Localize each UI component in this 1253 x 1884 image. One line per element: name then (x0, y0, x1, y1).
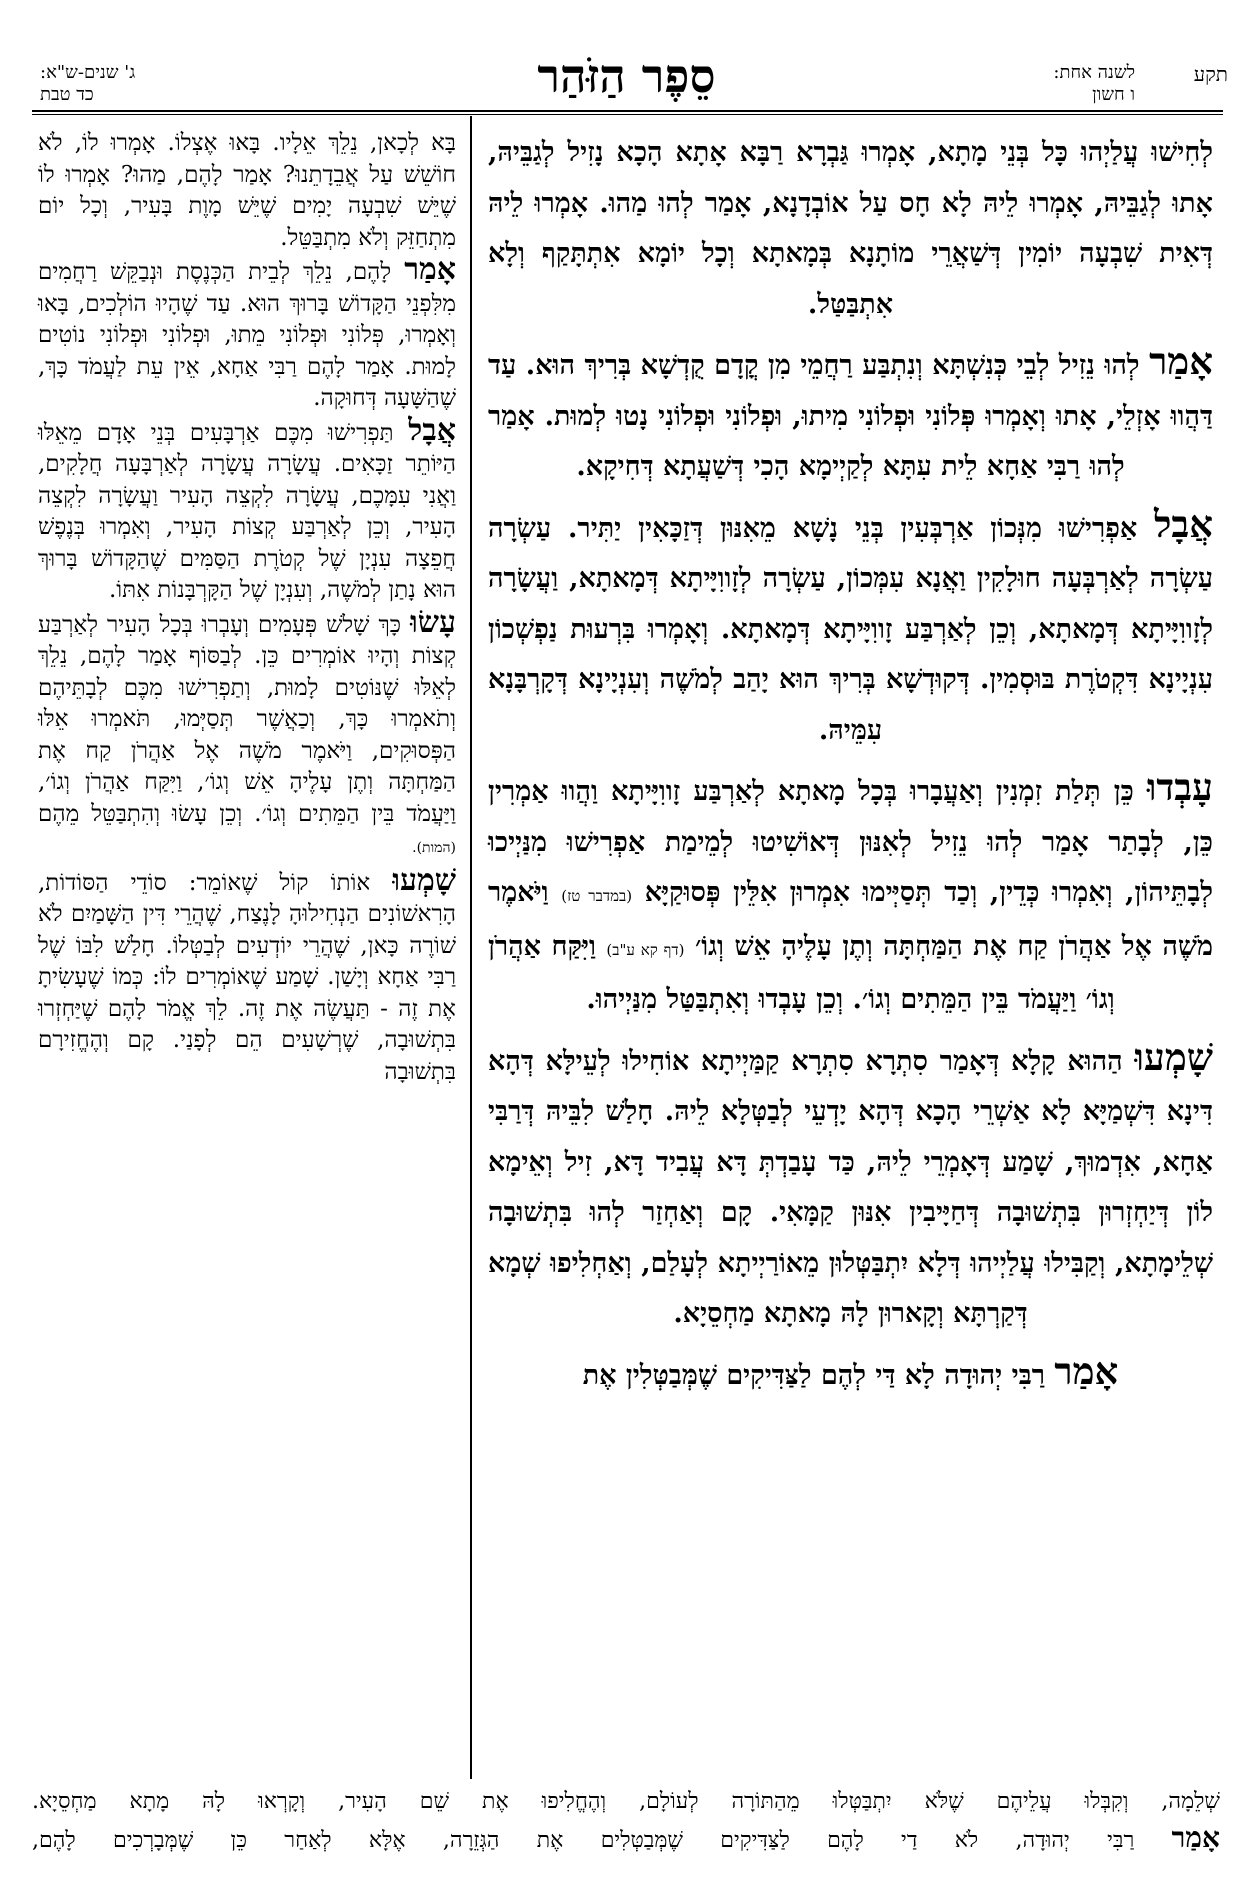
study-schedule-three-years (40, 62, 135, 106)
aramaic-text-column (488, 128, 1213, 1407)
paragraph (38, 128, 456, 254)
opening-word: אָמַר (1171, 1821, 1220, 1854)
paragraph-text: הַהוּא קָלָא דְּאָמַר סִתְרָא סִתְרָא קַמַּיְיתָא אוֹחִילוּ לְעֵילָּא דְּהָא דִּינָא דִּשְׁמַיָּא לָא אַשְׁרֵי הָכָא דְּהָא יָדְעֵי לְבַטְּלָא לֵיהּ. חָלַשׁ לִבֵּיהּ דְּרַבִּי אַחָא, אִדְמוּךְ, שָׁמַע דְּאָמְרֵי לֵיהּ, כַּד עָבַדְתְּ דָּא עֲבִיד דָּא, זִיל וְאֵימָא לוֹן דְּיַחְזְרוּן בִּתְשׁוּבָה דְּחַיָּיבִין אִנּוּן קַמָּאִי. קָם וְאַחְזַר לְהוּ בִּתְשׁוּבָה שְׁלֵימָתָא, וְקַבִּילוּ עֲלַיְיהוּ דְּלָא יִתְבַּטְּלוּן מֵאוֹרַיְיתָא לְעָלַם, וְאַחְלִיפוּ שְׁמָא דְּקַרְתָּא וְקָארוּן לָהּ מָאתָא מַחְסֵיָא. (488, 1045, 1213, 1329)
paragraph (38, 412, 457, 607)
bottom-continuation (32, 1784, 1220, 1859)
paragraph (38, 862, 457, 1089)
paragraph (488, 128, 1213, 330)
hebrew-translation-column (38, 128, 456, 1088)
paragraph-text: לָהֶם, נֵלֵךְ לְבֵית הַכְּנֶסֶת וּנְבַקֵּשׁ רַחֲמִים מִלִּפְנֵי הַקָּדוֹשׁ בָּרוּךְ הוּא. עַד שֶׁהָיוּ הוֹלְכִים, בָּאוּ וְאָמְרוּ, פְּלוֹנִי וּפְלוֹנִי מֵתוּ, וּפְלוֹנִי וּפְלוֹנִי נוֹטִים לָמוּת. אָמַר לָהֶם רַבִּי אַחָא, אֵין עֵת לַעֲמֹד כָּךְ, שֶׁהַשָּׁעָה דְּחוּקָה. (38, 259, 456, 411)
paragraph (38, 254, 456, 415)
opening-word: שָׁמְעוּ (392, 862, 457, 898)
opening-word: אָמַר (1149, 339, 1213, 383)
verse-citation: (במדבר טז) (561, 887, 633, 905)
schedule-date: ו חשון (1092, 84, 1135, 105)
opening-word: עָבְדוּ (1146, 765, 1213, 809)
opening-word: אָמַר (404, 252, 456, 287)
paragraph (488, 762, 1213, 1026)
schedule-label: ג' שנים-ש"א: (40, 62, 136, 83)
paragraph-text: אוֹתוֹ קוֹל שֶׁאוֹמֵר: סוֹדֵי הַסּוֹדוֹת, הָרִאשׁוֹנִים הַנְחִילוּהָ לָנֶצַח, שֶׁהֲרֵי דִּין הַשָּׁמַיִם לֹא שׁוֹרֶה כָּאן, שֶׁהֲרֵי יוֹדְעִים לְבַטְּלוֹ. חָלַשׁ לִבּוֹ שֶׁל רַבִּי אַחָא וְיָשַׁן. שָׁמַע שֶׁאוֹמְרִים לוֹ: כְּמוֹ שֶׁעָשִׂיתָ אֶת זֶה - תַּעֲשֶׂה אֶת זֶה. לֵךְ אֱמֹר לָהֶם שֶׁיַּחְזְרוּ בִּתְשׁוּבָה, שֶׁרְשָׁעִים הֵם לְפָנַי. קָם וְהֶחֱזִירָם בִּתְשׁוּבָה (38, 869, 456, 1085)
opening-word: אֲבָל (1154, 501, 1213, 546)
paragraph-text: אַפְרִישׁוּ מִנְּכוֹן אַרְבְּעִין בְּנֵי נָשָׁא מֵאִנּוּן דְּזַכָּאִין יַתִּיר. עַשְׂרָה עַשְׂרָה לְאַרְבְּעָה חוּלָקִין וַאֲנָא עִמְּכוֹן, עַשְׂרָה לְזָווִיָּיתָא דְּמָאתָא, וַעֲשָׂרָה לְזָווִיָּיתָא דְּמָאתָא, וְכֵן לְאַרְבַּע זָווִיָּיתָא דְּמָאתָא. וְאָמְרוּ בִּרְעוּת נַפְשְׁכוֹן עִנְיָינָא דִּקְטֹרֶת בּוּסְמִין. דְּקוּדְשָׁא בְּרִיךְ הוּא יָהַב לְמֹשֶׁה וְעִנְיָינָא דְּקָרְבָּנָא עִמֵּיהּ. (488, 512, 1213, 746)
continuation-line (32, 1820, 1220, 1859)
opening-word: שָׁמְעוּ (1134, 1034, 1213, 1079)
paragraph-text: רַבִּי יְהוּדָה, לֹא דַי לָהֶם לַצַּדִּיקִים שֶׁמְּבַטְּלִים אֶת הַגְּזֵרָה, אֶלָּא לְאַחַר כֵּן שֶׁמְּבָרְכִים לָהֶם, (32, 1828, 1135, 1853)
header-rule-thin (32, 114, 1223, 115)
paragraph-text: כָּךְ שָׁלֹשׁ פְּעָמִים וְעָבְרוּ בְּכָל הָעִיר לְאַרְבַּע קְצוֹת וְהָיוּ אוֹמְרִים כֵּן. לְבַסּוֹף אָמַר לָהֶם, נֵלֵךְ לְאֵלּוּ שֶׁנּוֹטִים לָמוּת, וְתַפְרִישׁוּ מִכֶּם לְבָתֵּיהֶם וְתֹאמְרוּ כָּךְ, וְכַאֲשֶׁר תְּסַיְּמוּ, תֹּאמְרוּ אֵלּוּ הַפְּסוּקִים, וַיֹּאמֶר מֹשֶׁה אֶל אַהֲרֹן קַח אֶת הַמַּחְתָּה וְתֶן עָלֶיהָ אֵשׁ וְגוֹ׳, וַיִּקַּח אַהֲרֹן וְגוֹ׳, וַיַּעֲמֹד בֵּין הַמֵּתִים וְגוֹ׳. וְכֵן עָשׂוּ וְהִתְבַּטֵּל מֵהֶם (38, 611, 456, 827)
opening-word: עָשׂוּ (410, 604, 457, 640)
paragraph-text: רַבִּי יְהוּדָה לָא דַּי לְהֶם לַצַּדִּיקִים שֶׁמְּבַטְּלִין אֶת (582, 1359, 1045, 1391)
page-header (0, 0, 1253, 110)
schedule-date: כד טבת (40, 84, 94, 105)
opening-word: אָמַר (1054, 1348, 1119, 1393)
book-title: סֵפֶר הַזֹּהַר (537, 49, 716, 103)
paragraph (488, 1032, 1213, 1340)
page-number: תקע (1193, 62, 1228, 86)
schedule-label: לשנה אחת: (1053, 62, 1135, 83)
paragraph-text: תַּפְרִישׁוּ מִכֶּם אַרְבָּעִים בְּנֵי אָדָם מֵאֵלּוּ הַיּוֹתֵר זַכָּאִים. עֲשָׂרָה עֲשָׂרָה לְאַרְבָּעָה חֲלָקִים, וַאֲנִי עִמָּכֶם, עֲשָׂרָה לִקְצֵה הָעִיר וַעֲשָׂרָה לִקְצֵה הָעִיר, וְכֵן לְאַרְבַּע קְצוֹת הָעִיר, וְאִמְרוּ בְּנֶפֶשׁ חֲפֵצָה עִנְיָן שֶׁל קְטֹרֶת הַסַּמִּים שֶׁהַקָּדוֹשׁ בָּרוּךְ הוּא נָתַן לְמֹשֶׁה, וְעִנְיָן שֶׁל הַקָּרְבָּנוֹת אִתּוֹ. (38, 419, 456, 603)
paragraph (488, 1346, 1213, 1402)
header-rule (32, 110, 1223, 112)
paragraph (38, 604, 457, 865)
paragraph (488, 336, 1213, 493)
paragraph-text: כֵּן תְּלַת זִמְנִין וְאַעֲבָרוּ בְּכָל מָאתָא לְאַרְבַּע זָווִיָּיתָא וַהֲווּ אַמְרִין כֵּן, לְבָתַר אָמַר לְהוּ נֵזִיל לְאִנּוּן דְּאוֹשִׁיטוּ לְמֵימַת אַפְרִישׁוּ מִנַּיְיכוּ לְבָתֵּיהוֹן, וְאִמְרוּ כְּדֵין, וְכַד תְּסַיְּימוּ אִמְרוּן אִלֵּין פְּסוּקַיָּא (488, 776, 1213, 908)
paragraph (488, 499, 1213, 757)
continuation-line (32, 1784, 1220, 1820)
bracket-note: (המות). (412, 840, 456, 856)
paragraph-text: לְהוּ נֵזִיל לְבֵי כְּנִשְׁתָּא וְנִתְבַּע רַחֲמֵי מִן קֳדָם קֻדְשָׁא בְּרִיךְ הוּא. עַד דַּהֲווּ אָזְלֵי, אָתוּ וְאָמְרוּ פְּלוֹנִי וּפְלוֹנִי מִיתוּ, וּפְלוֹנִי וּפְלוֹנִי נָטוּ לְמוּת. אָמַר לְהוּ רַבִּי אַחָא לֵית עִתָּא לְקַיְימָא הָכִי דְּשַׁעֲתָא דְּחִיקָא. (488, 350, 1213, 482)
folio-reference: (דף קא ע"ב) (606, 940, 685, 959)
column-divider (470, 116, 472, 1779)
opening-word: אֲבָל (408, 412, 457, 448)
paragraph-text: לְחִישׁוּ עֲלַיְהוּ כָּל בְּנֵי מָתָא, אָמְרוּ גַּבְרָא רַבָּא אָתָא הָכָא נָזִיל לְגַבֵּיהּ, אָתוּ לְגַבֵּיהּ, אָמְרוּ לֵיהּ לָא חָס עַל אוֹבְדָנָא, אָמַר לְהוּ מַהוּ. אָמְרוּ לֵיהּ דְּאִית שִׁבְעָה יוֹמִין דְּשַׁאֲרֵי מוֹתָנָא בְּמָאתָא וְכָל יוֹמָא אִתְתָּקַף וְלָא אִתְבַּטַּל. (488, 137, 1213, 320)
paragraph-text: וַיֹּאמֶר מֹשֶׁה אֶל אַהֲרֹן קַח אֶת הַמַּחְתָּה וְתֶן עָלֶיהָ אֵשׁ וְגוֹ׳ (488, 877, 1213, 962)
paragraph-text: שְׁלֵמָה, וְקִבְּלוּ עֲלֵיהֶם שֶׁלֹּא יִתְבַּטְּלוּ מֵהַתּוֹרָה לְעוֹלָם, וְהֶחֱלִיפוּ אֶת שֵׁם הָעִיר, וְקָרְאוּ לָהּ מָתָא מַחְסֵיָא. (32, 1789, 1220, 1814)
paragraph-text: וַיִּקַּח אַהֲרֹן וְגוֹ׳ וַיַּעֲמֹד בֵּין הַמֵּתִים וְגוֹ׳. וְכֵן עָבְדוּ וְאִתְבַּטַּל מִנַּיְיהוּ. (488, 930, 1115, 1015)
paragraph-text: בָּא לְכָאן, נֵלֵךְ אֵלָיו. בָּאוּ אֶצְלוֹ. אָמְרוּ לוֹ, לֹא חוֹשֵׁשׁ עַל אֲבֵדָתֵנוּ? אָמַר לָהֶם, מַהוּ? אָמְרוּ לוֹ שֶׁיֵּשׁ שִׁבְעָה יָמִים שֶׁיֵּשׁ מָוֶת בָּעִיר, וְכָל יוֹם מִתְחַזֵּק וְלֹא מִתְבַּטֵּל. (38, 130, 456, 251)
